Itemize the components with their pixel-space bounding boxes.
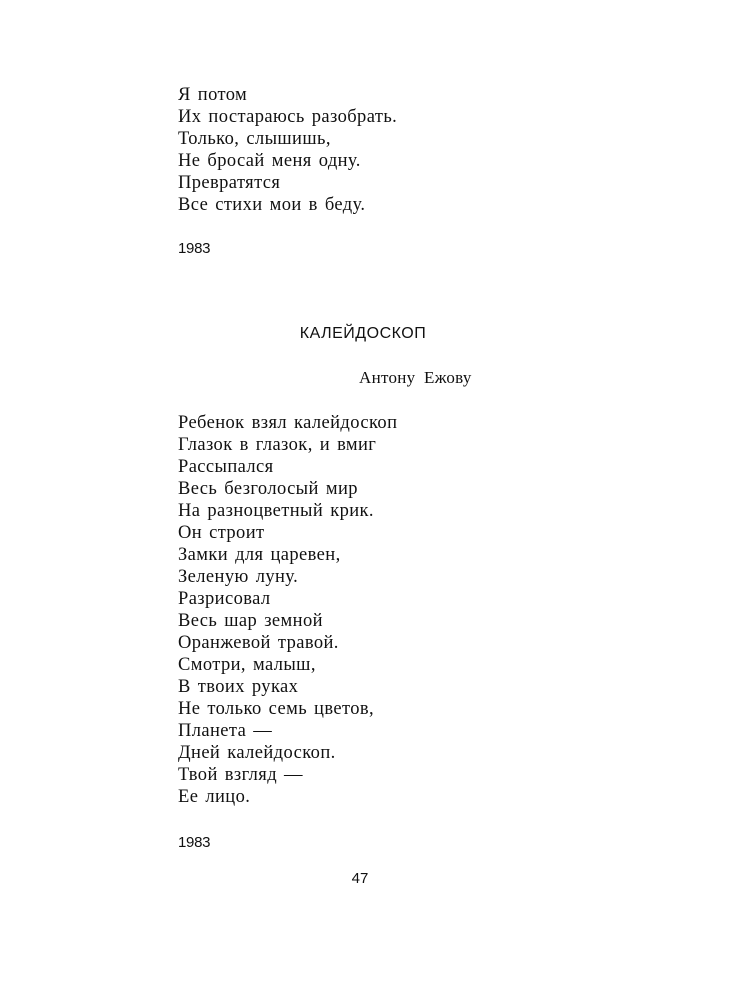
verse-line: Их постараюсь разобрать. (178, 107, 398, 127)
page-number: 47 (351, 870, 369, 887)
verse-line: Не только семь цветов, (178, 699, 375, 719)
verse-line: Дней калейдоскоп. (178, 743, 336, 763)
verse-line: Не бросай меня одну. (178, 151, 361, 171)
verse-line: Только, слышишь, (178, 129, 331, 149)
poem-dedication: Антону Ежову (359, 368, 472, 387)
poem-date: 1983 (178, 834, 211, 851)
verse-line: Весь шар земной (178, 611, 323, 631)
verse-line: Планета — (178, 721, 273, 741)
verse-line: Глазок в глазок, и вмиг (178, 435, 377, 455)
verse-line: Он строит (178, 523, 265, 543)
verse-line: Все стихи мои в беду. (178, 195, 366, 215)
verse-line: На разноцветный крик. (178, 501, 374, 521)
verse-line: Рассыпался (178, 457, 274, 477)
verse-line: Твой взгляд — (178, 765, 303, 785)
verse-line: В твоих руках (178, 677, 299, 697)
verse-line: Ее лицо. (178, 787, 251, 807)
previous-poem-ending (178, 84, 397, 216)
verse-line: Замки для царевен, (178, 545, 341, 565)
verse-line: Зеленую луну. (178, 567, 299, 587)
previous-poem-date: 1983 (178, 240, 211, 257)
poem-body (178, 412, 397, 808)
poem-title: КАЛЕЙДОСКОП (299, 325, 427, 342)
verse-line: Ребенок взял калейдоскоп (178, 413, 398, 433)
verse-line: Весь безголосый мир (178, 479, 358, 499)
verse-line: Смотри, малыш, (178, 655, 316, 675)
verse-line: Разрисовал (178, 589, 271, 609)
verse-line: Я потом (178, 85, 248, 105)
verse-line: Превратятся (178, 173, 281, 193)
verse-line: Оранжевой травой. (178, 633, 339, 653)
